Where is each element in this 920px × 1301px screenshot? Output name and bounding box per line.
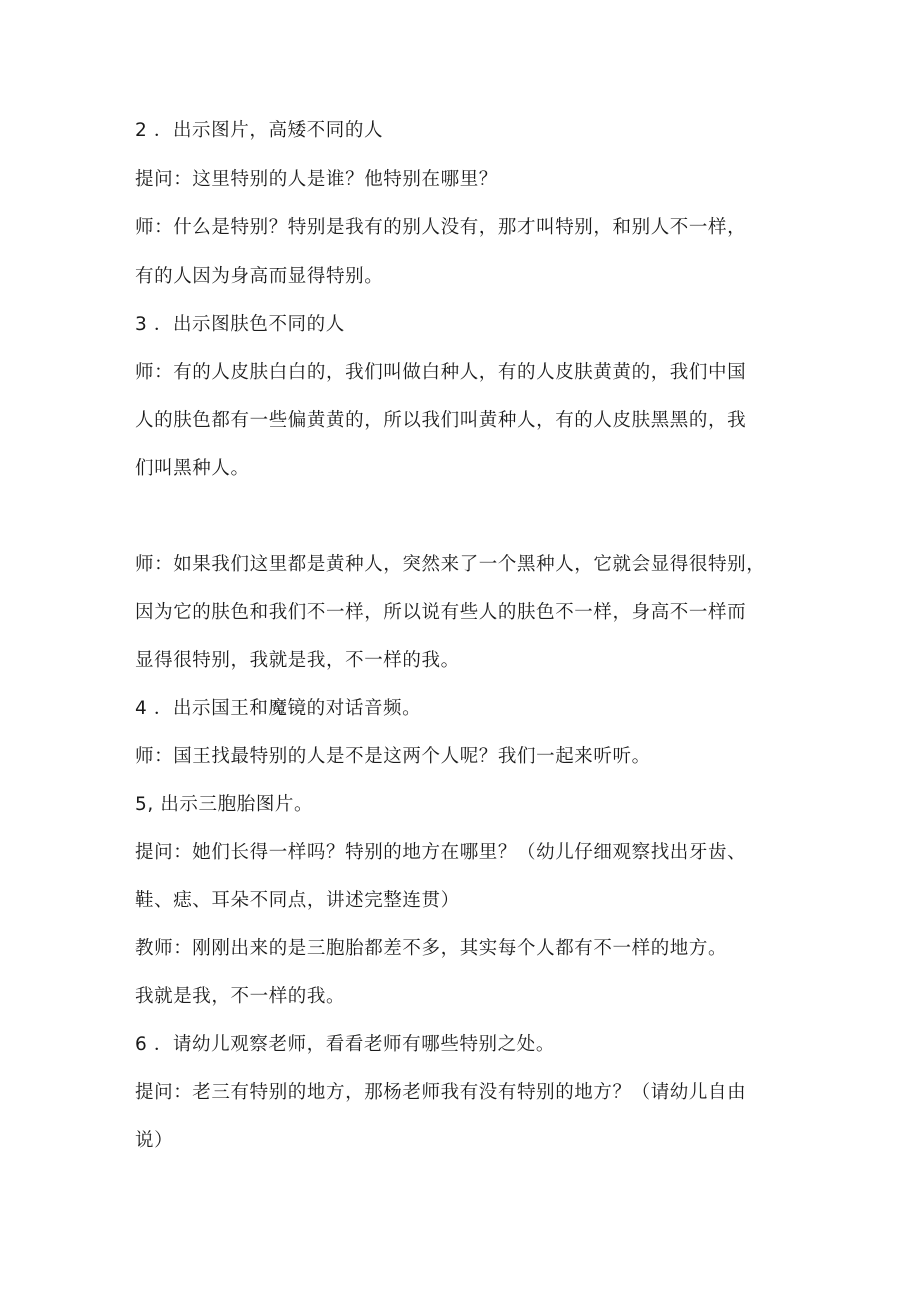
question-who-is-special: 提问：这里特别的人是谁？他特别在哪里？	[135, 169, 498, 190]
heading-6-observe-teacher: 6 ．请幼儿观察老师，看看老师有哪些特别之处。	[135, 1034, 555, 1055]
question-triplets-line-2: 鞋、痣、耳朵不同点，讲述完整连贯）	[135, 890, 460, 911]
teacher-paragraph-2-line-2: 人的肤色都有一些偏黄黄的，所以我们叫黄种人，有的人皮肤黑黑的，我	[135, 410, 747, 431]
teacher-paragraph-5: 教师：刚刚出来的是三胞胎都差不多，其实每个人都有不一样的地方。	[135, 938, 728, 959]
question-teacher-line-1: 提问：老三有特别的地方，那杨老师我有没有特别的地方？（请幼儿自由	[135, 1082, 747, 1103]
question-teacher-line-2: 说）	[135, 1130, 174, 1151]
question-triplets-line-1: 提问：她们长得一样吗？特别的地方在哪里？（幼儿仔细观察找出牙齿、	[135, 842, 747, 863]
teacher-paragraph-3-line-3: 显得很特别，我就是我，不一样的我。	[135, 650, 460, 671]
teacher-paragraph-1-line-1: 师：什么是特别？特别是我有的别人没有，那才叫特别，和别人不一样，	[135, 217, 747, 238]
teacher-paragraph-4: 师：国王找最特别的人是不是这两个人呢？我们一起来听听。	[135, 746, 651, 767]
teacher-paragraph-1-line-2: 有的人因为身高而显得特别。	[135, 266, 384, 287]
teacher-paragraph-3-line-1: 师：如果我们这里都是黄种人，突然来了一个黑种人，它就会显得很特别，	[135, 554, 766, 575]
teacher-paragraph-3-line-2: 因为它的肤色和我们不一样，所以说有些人的肤色不一样，身高不一样而	[135, 602, 747, 623]
heading-4-king-mirror-audio: 4 ．出示国王和魔镜的对话音频。	[135, 698, 422, 719]
heading-5-triplets: 5, 出示三胞胎图片。	[135, 794, 314, 815]
teacher-paragraph-2-line-1: 师：有的人皮肤白白的，我们叫做白种人，有的人皮肤黄黄的，我们中国	[135, 362, 747, 383]
heading-2-height-difference: 2 ．出示图片，高矮不同的人	[135, 120, 384, 141]
teacher-paragraph-5-conclusion: 我就是我，不一样的我。	[135, 986, 346, 1007]
heading-3-skin-color: 3 ．出示图肤色不同的人	[135, 314, 345, 335]
teacher-paragraph-2-line-3: 们叫黑种人。	[135, 458, 250, 479]
